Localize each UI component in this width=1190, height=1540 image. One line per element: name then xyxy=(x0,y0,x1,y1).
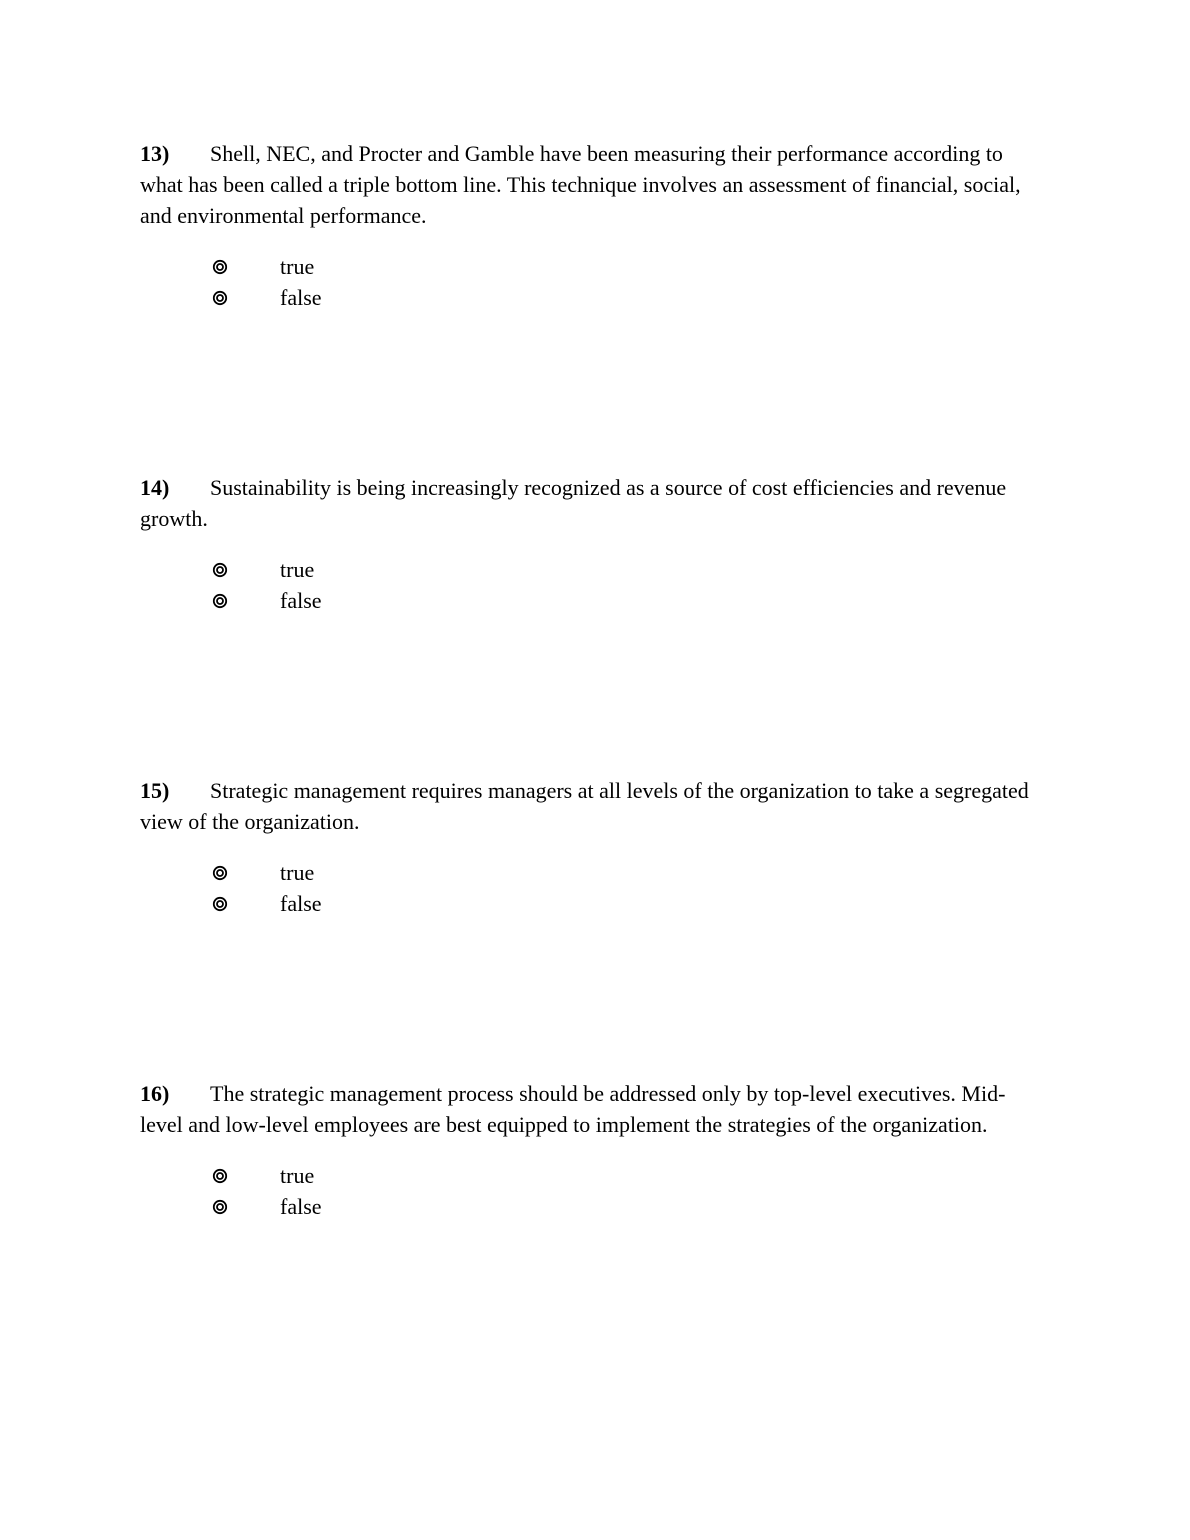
answer-options xyxy=(140,251,1040,313)
radio-button-icon[interactable] xyxy=(212,562,228,578)
answer-options xyxy=(140,857,1040,919)
question-text xyxy=(140,1078,1040,1140)
question-number: 15) xyxy=(140,778,170,803)
option-label: true xyxy=(280,253,315,279)
question-body: Sustainability is being increasingly recognized as a source of cost efficiencies and revenue growth. xyxy=(140,475,1007,531)
option-label: false xyxy=(280,1193,322,1219)
question-number: 13) xyxy=(140,141,170,166)
radio-button-icon[interactable] xyxy=(212,259,228,275)
radio-button-icon[interactable] xyxy=(212,896,228,912)
radio-button-icon[interactable] xyxy=(212,593,228,609)
option-label: false xyxy=(280,587,322,613)
option-false[interactable] xyxy=(212,585,1040,616)
option-label: false xyxy=(280,284,322,310)
question-text xyxy=(140,138,1040,231)
option-label: false xyxy=(280,890,322,916)
question-body: The strategic management process should be addressed only by top-level executives. Mid-level and low-level employees are best equipped to implement the strategies of the organization. xyxy=(140,1081,1006,1137)
question-number: 14) xyxy=(140,475,170,500)
option-true[interactable] xyxy=(212,857,1040,888)
option-label: true xyxy=(280,859,315,885)
question-14 xyxy=(140,472,1040,616)
question-text xyxy=(140,472,1040,534)
option-label: true xyxy=(280,1162,315,1188)
answer-options xyxy=(140,554,1040,616)
option-label: true xyxy=(280,556,315,582)
question-13 xyxy=(140,138,1040,313)
radio-button-icon[interactable] xyxy=(212,1168,228,1184)
question-body: Strategic management requires managers at all levels of the organization to take a segregated view of the organization. xyxy=(140,778,1029,834)
option-false[interactable] xyxy=(212,282,1040,313)
option-true[interactable] xyxy=(212,251,1040,282)
radio-button-icon[interactable] xyxy=(212,290,228,306)
question-text xyxy=(140,775,1040,837)
radio-button-icon[interactable] xyxy=(212,865,228,881)
option-true[interactable] xyxy=(212,1160,1040,1191)
answer-options xyxy=(140,1160,1040,1222)
option-true[interactable] xyxy=(212,554,1040,585)
question-16 xyxy=(140,1078,1040,1222)
option-false[interactable] xyxy=(212,1191,1040,1222)
option-false[interactable] xyxy=(212,888,1040,919)
radio-button-icon[interactable] xyxy=(212,1199,228,1215)
question-15 xyxy=(140,775,1040,919)
question-body: Shell, NEC, and Procter and Gamble have been measuring their performance according to what has been called a triple bottom line. This technique involves an assessment of financial, social, and environmental performance. xyxy=(140,141,1021,228)
question-number: 16) xyxy=(140,1081,170,1106)
